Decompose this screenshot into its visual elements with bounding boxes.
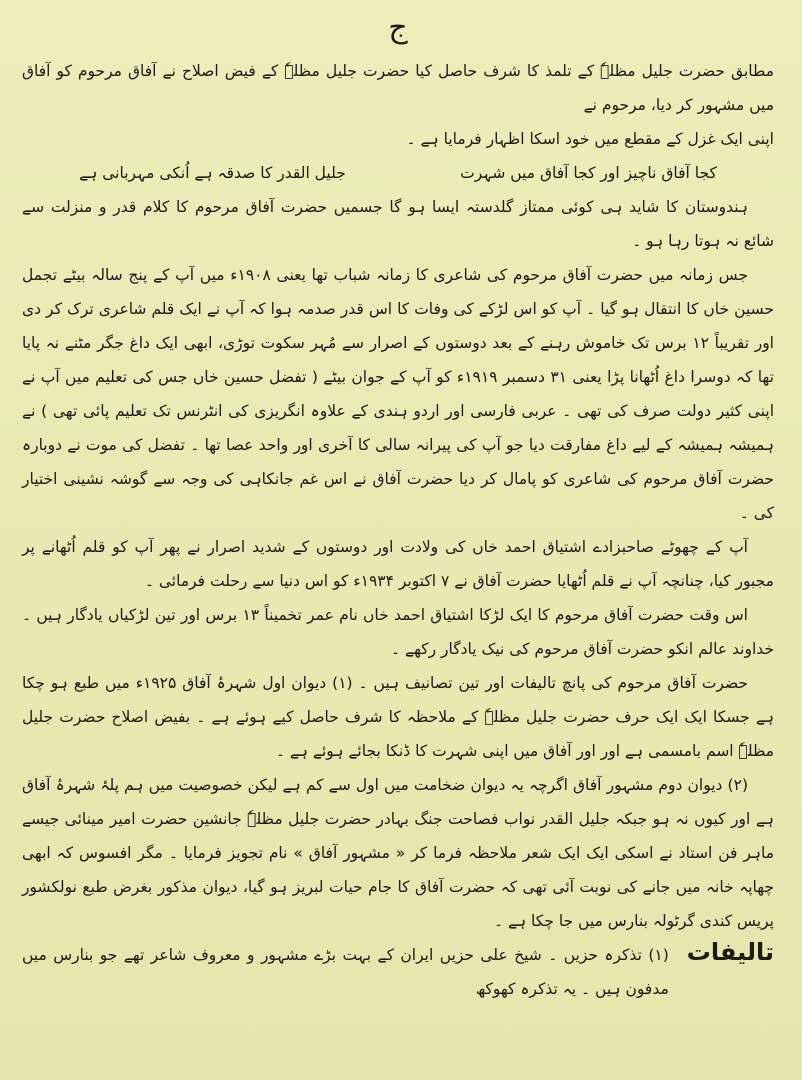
section-heading: تالیفات (686, 938, 774, 966)
page-marker: ج (388, 10, 408, 45)
section-first-line: (۱) تذکرہ حزیں ۔ شیخ علی حزیں ایران کے بہت بڑے مشہور و معروف شاعر تھے جو بنارس میں مدفون ہیں ۔ یہ تذکرہ کھوکھ (22, 946, 669, 998)
paragraph: (۲) دیوان دوم مشہور آفاق اگرچہ یہ دیوان ضخامت میں اول سے کم ہے لیکن خصوصیت میں ہم پلۂ شہرۂ آفاق ہے اور کیوں نہ ہو جبکہ جلیل القدر نواب فصاحت جنگ بہادر حضرت جلیل مظلہٗ جانشین حضرت امیر مینائی جیسے ماہر فن استاد نے اسکی ایک ایک شعر ملاحظہ فرما کر « مشہور آفاق » نام تجویز فرمایا ۔ مگر افسوس کہ ابھی چھاپہ خانہ میں جانے کی نوبت آئی تھی کہ حضرت آفاق کا جام حیات لبریز ہو گیا، دیوان مذکور بغرض طبع نولکشور پریس کندی گرٹولہ بنارس میں جا چکا ہے ۔ (22, 776, 774, 930)
paragraph: آپ کے چھوٹے صاحبزادے اشتیاق احمد خاں کی ولادت اور دوستوں کے شدید اصرار نے پھر آپ کو قلم اُٹھانے پر مجبور کیا، چنانچہ آپ نے قلم اُٹھایا حضرت آفاق نے ۷ اکتوبر ۱۹۳۴ء کو اس دنیا سے رحلت فرمائی ۔ (22, 538, 774, 590)
verse-second-hemistich: جلیل القدر کا صدقہ ہے اُنکی مہربانی ہے (79, 164, 346, 182)
paragraph: حضرت آفاق مرحوم کی پانچ تالیفات اور تین تصانیف ہیں ۔ (۱) دیوان اول شہرۂ آفاق ۱۹۲۵ء میں طبع ہو چکا ہے جسکا ایک ایک حرف حضرت جلیل مظلہٗ کے ملاحظہ کا شرف حاصل کیے ہوئے ہے ۔ بفیض اصلاح حضرت جلیل مظلہٗ اسم بامسمی ہے اور اور آفاق میں اپنی شہرت کا ڈنکا بجائے ہوئے ہے ۔ (22, 674, 774, 760)
paragraph: جس زمانہ میں حضرت آفاق مرحوم کی شاعری کا زمانہ شباب تھا یعنی ۱۹۰۸ء میں آپ کے پنج سالہ بیٹے تجمل حسین خاں کا انتقال ہو گیا ۔ آپ کو اس لڑکے کی وفات کا اس قدر صدمہ ہوا کہ آپ نے ایک قلم شاعری ترک کر دی اور تقریباً ۱۲ برس تک خاموش رہنے کے بعد دوستوں کے اصرار سے مُہر سکوت توڑی، ابھی ایک داغ جگر مٹنے نہ پایا تھا کہ دوسرا داغ اُٹھانا پڑا یعنی ۳۱ دسمبر ۱۹۱۹ء کو آپ کے جوان بیٹے ( تفضل حسین خاں جس کی تعلیم میں آپ نے اپنی کثیر دولت صرف کی تھی ۔ عربی فارسی اور اردو ہندی کے علاوہ انگریزی کی انٹرنس تک تعلیم پائی تھی ) نے ہمیشہ ہمیشہ کے لیے داغ مفارقت دیا جو آپ کی پیرانہ سالی کا آخری اور واحد عصا تھا ۔ تفضل کی موت نے دوبارہ حضرت آفاق مرحوم کی شاعری کو پامال کر دیا حضرت آفاق نے اس غم جانکاہی کی وجہ سے گوشہ نشینی اختیار کی ۔ (22, 266, 774, 522)
paragraph: ہندوستان کا شاید ہی کوئی ممتاز گلدستہ ایسا ہو گا جسمیں حضرت آفاق مرحوم کا کلام قدر و منزلت سے شائع نہ ہوتا رہا ہو ۔ (22, 198, 774, 250)
paragraph: اس وقت حضرت آفاق مرحوم کا ایک لڑکا اشتیاق احمد خاں نام عمر تخمیناً ۱۳ برس اور تین لڑکیاں یادگار ہیں ۔ خداوند عالم انکو حضرت آفاق مرحوم کی نیک یادگار رکھے ۔ (22, 606, 774, 658)
verse-couplet (22, 156, 774, 190)
intro-line: اپنی ایک غزل کے مقطع میں خود اسکا اظہار فرمایا ہے ۔ (406, 130, 774, 148)
tālīfāt-section (22, 938, 774, 1006)
verse-first-hemistich: کجا آفاق ناچیز اور کجا آفاق میں شہرت (460, 164, 717, 182)
intro-line: مطابق حضرت جلیل مظلہٗ کے تلمذ کا شرف حاصل کیا حضرت جلیل مظلہٗ کے فیض اصلاح نے آفاق مرحوم کو آفاق میں مشہور کر دیا، مرحوم نے (22, 62, 774, 114)
